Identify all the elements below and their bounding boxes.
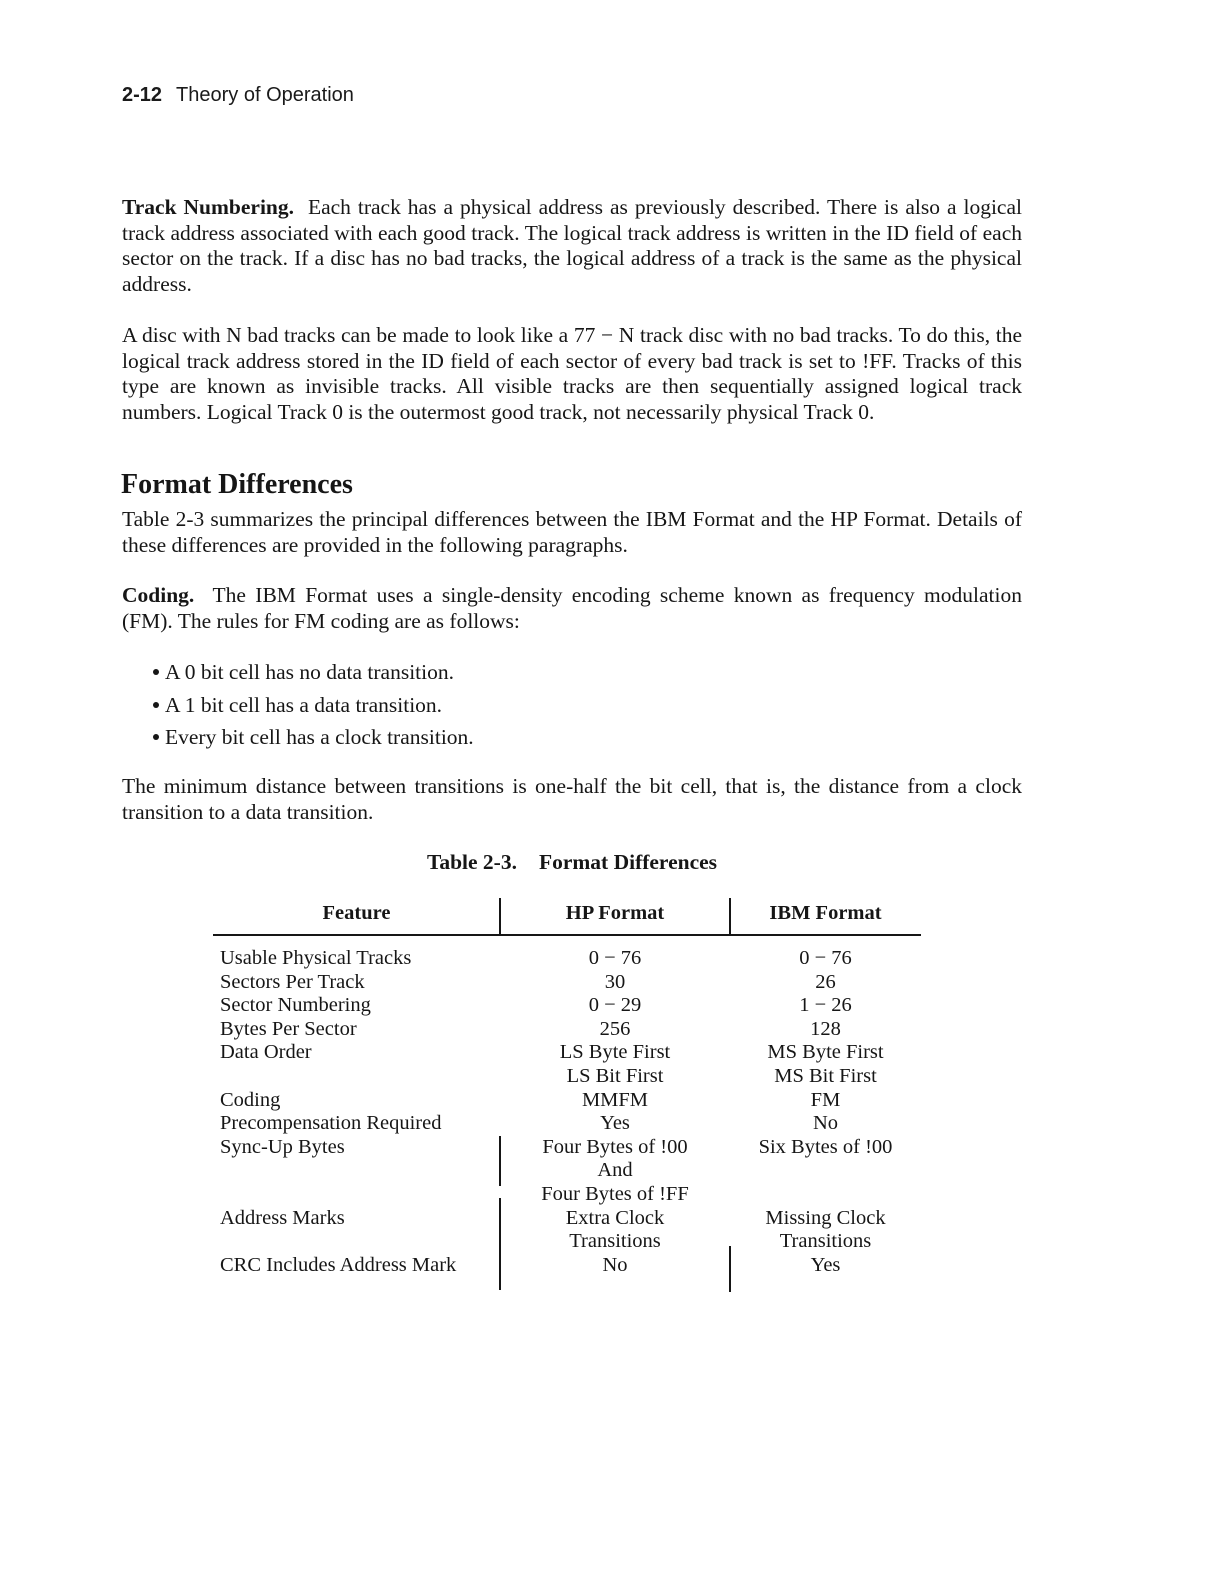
cell-text: CRC Includes Address Mark (220, 1253, 457, 1276)
cell-text: Sync-Up Bytes (220, 1135, 345, 1158)
cell-text: Transitions (569, 1230, 661, 1253)
bullet-icon (153, 734, 159, 740)
track-numbering-text: Each track has a physical address as previously described. There is also a logical track address associated with each good track. The logical track address is written in the ID field of each sector on the track. If a disc has no bad tracks, the logical address of a track is the same as the physical address. (122, 195, 1022, 296)
page-number: 2-12 (122, 84, 163, 106)
hp-format-cell (500, 1136, 730, 1207)
feature-cell (220, 971, 500, 995)
section-heading: Format Differences (121, 469, 353, 500)
feature-cell (220, 1136, 500, 1160)
table-row (213, 994, 921, 1018)
cell-text: Six Bytes of !00 (758, 1135, 893, 1158)
hp-format-cell (500, 1018, 730, 1042)
list-item: A 1 bit cell has a data transition. (153, 692, 474, 725)
hp-format-cell (500, 1089, 730, 1113)
table-row (213, 1254, 921, 1278)
column-divider (499, 898, 501, 936)
ibm-format-cell (730, 1018, 921, 1042)
hp-format-cell (500, 1254, 730, 1278)
table-row (213, 1112, 921, 1136)
feature-cell (220, 1207, 500, 1231)
cell-text: 0 − 76 (588, 947, 642, 969)
bullet-icon (153, 702, 159, 708)
cell-text: 30 (604, 970, 626, 993)
cell-text: Data Order (220, 1041, 312, 1064)
cell-text: Usable Physical Tracks (220, 947, 412, 969)
feature-cell (220, 1018, 500, 1042)
cell-text: MS Byte First (767, 1041, 884, 1064)
ibm-format-cell (730, 971, 921, 995)
running-header (122, 84, 354, 107)
ibm-format-cell (730, 1112, 921, 1136)
cell-text: FM (810, 1088, 841, 1111)
cell-text: And (597, 1159, 633, 1182)
track-numbering-heading: Track Numbering. (122, 195, 294, 219)
cell-text: Sectors Per Track (220, 970, 365, 993)
table-row (213, 1041, 921, 1088)
cell-text: Yes (600, 1112, 630, 1135)
track-numbering-paragraph (122, 195, 1022, 297)
feature-cell (220, 1112, 500, 1136)
coding-paragraph (122, 583, 1022, 634)
feature-cell (220, 1041, 500, 1065)
ibm-format-cell (730, 1089, 921, 1113)
section-intro-paragraph: Table 2-3 summarizes the principal differences between the IBM Format and the HP Format. Details of these differences are provided in the following paragraphs. (122, 507, 1022, 557)
table-row (213, 1136, 921, 1207)
ibm-format-cell (730, 947, 921, 971)
cell-text: Bytes Per Sector (220, 1017, 357, 1040)
chapter-title: Theory of Operation (176, 84, 354, 106)
table-caption (0, 850, 1224, 875)
cell-text: LS Byte First (559, 1041, 671, 1064)
feature-cell (220, 947, 500, 971)
table-caption-title: Format Differences (538, 850, 718, 874)
cell-text: 256 (599, 1017, 631, 1040)
format-differences-table (213, 898, 921, 1276)
cell-text: Coding (220, 1088, 281, 1111)
cell-text: Yes (810, 1253, 841, 1276)
bullet-icon (153, 669, 159, 675)
hp-format-cell (500, 1041, 730, 1088)
cell-text: 128 (810, 1017, 841, 1040)
hp-format-cell (500, 994, 730, 1018)
table-header-row (213, 898, 921, 936)
hp-format-cell (500, 1207, 730, 1254)
table-row (213, 1089, 921, 1113)
table-row (213, 971, 921, 995)
cell-text: MMFM (581, 1088, 649, 1111)
hp-format-cell (500, 971, 730, 995)
column-divider (729, 898, 731, 936)
column-header-feature: Feature (322, 902, 391, 924)
fm-rules-list (153, 659, 474, 757)
cell-text: LS Bit First (566, 1064, 664, 1087)
table-row (213, 1018, 921, 1042)
cell-text: Precompensation Required (220, 1112, 442, 1135)
transition-distance-paragraph: The minimum distance between transitions is one-half the bit cell, that is, the distance from a clock transition to a data transition. (122, 774, 1022, 824)
hp-format-cell (500, 947, 730, 971)
ibm-format-cell (730, 1207, 921, 1254)
cell-text: 0 − 76 (799, 947, 852, 969)
ibm-format-cell (730, 1041, 921, 1088)
cell-text: Transitions (779, 1230, 872, 1253)
cell-text: No (812, 1112, 839, 1135)
cell-text: 26 (815, 970, 836, 993)
feature-cell (220, 994, 500, 1018)
ibm-format-cell (730, 1136, 921, 1160)
table-row (213, 947, 921, 971)
column-header-hp-format: HP Format (565, 902, 665, 924)
bad-tracks-paragraph: A disc with N bad tracks can be made to look like a 77 − N track disc with no bad tracks. To do this, the logical track address stored in the ID field of each sector of every bad track is set to !FF. Tracks of this type are known as invisible tracks. All visible tracks are then sequentially assigned logical track numbers. Logical Track 0 is the outermost good track, not necessarily physical Track 0. (122, 323, 1022, 424)
coding-heading: Coding. (122, 583, 195, 607)
cell-text: 1 − 26 (799, 994, 852, 1017)
feature-cell (220, 1254, 500, 1278)
feature-cell (220, 1089, 500, 1113)
cell-text: Sector Numbering (220, 994, 371, 1017)
list-item: A 0 bit cell has no data transition. (153, 659, 474, 692)
hp-format-cell (500, 1112, 730, 1136)
cell-text: MS Bit First (774, 1064, 877, 1087)
table-row (213, 1207, 921, 1254)
column-header-ibm-format: IBM Format (769, 902, 882, 924)
list-item: Every bit cell has a clock transition. (153, 724, 474, 757)
table-caption-label: Table 2-3. (426, 850, 517, 874)
cell-text: No (602, 1253, 628, 1276)
cell-text: Address Marks (220, 1206, 345, 1229)
cell-text: Four Bytes of !FF (541, 1182, 689, 1205)
ibm-format-cell (730, 1254, 921, 1278)
cell-text: Extra Clock (565, 1206, 665, 1229)
ibm-format-cell (730, 994, 921, 1018)
coding-text: The IBM Format uses a single-density encoding scheme known as frequency modulation (FM). The rules for FM coding are as follows: (122, 583, 1022, 633)
cell-text: Missing Clock (765, 1206, 886, 1229)
cell-text: 0 − 29 (588, 994, 642, 1017)
cell-text: Four Bytes of !00 (542, 1135, 688, 1158)
